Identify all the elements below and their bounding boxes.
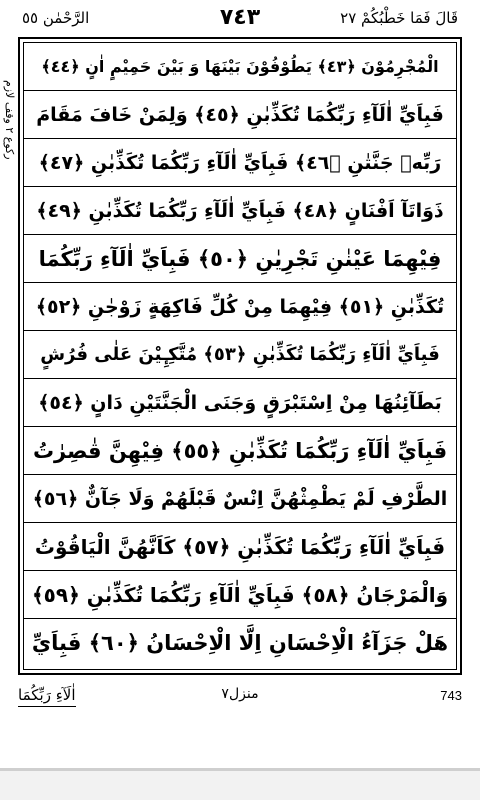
manzil-label: منزل٧ [221,686,259,702]
page-number: 743 [440,688,462,703]
bottom-bar [0,768,480,800]
juz-name: قَالَ فَمَا خَطْبُكُمْ ٢٧ [340,9,458,27]
verse-line-8: بَطَآئِنُهَا مِنْ اِسْتَبْرَقٍ وَجَنَى الْجَنَّتَيْنِ دَانٍ ﴿٥٤﴾ [24,379,456,427]
ruku-marker: ركوع ٢ وقف لازم [3,80,16,160]
verse-line-10: الطَّرْفِ لَمْ يَطْمِثْهُنَّ اِنْسٌ قَبْلَهُمْ وَلَا جَآنٌّ ﴿٥٦﴾ [24,475,456,523]
verse-line-7: فَبِاَيِّ اٰلَآءِ رَبِّكُمَا تُكَذِّبٰنِ ﴿٥٣﴾ مُتَّكِـِٕيْنَ عَلٰى فُرُشٍ [24,331,456,379]
verse-line-3: رَبِّهٖ جَنَّتٰنِ ﴿٤٦﴾ فَبِاَيِّ اٰلَآءِ رَبِّكُمَا تُكَذِّبٰنِ ﴿٤٧﴾ [24,139,456,187]
text-frame-inner [23,42,457,670]
catchword: اٰلَآءِ رَبِّكُمَا [18,686,76,707]
verse-line-4: ذَوَاتَآ اَفْنَانٍ ﴿٤٨﴾ فَبِاَيِّ اٰلَآءِ رَبِّكُمَا تُكَذِّبٰنِ ﴿٤٩﴾ [24,187,456,235]
page-header [14,0,466,34]
verse-line-1: الْمُجْرِمُوْنَ ﴿٤٣﴾ يَطُوْفُوْنَ بَيْنَهَا وَ بَيْنَ حَمِيْمٍ اٰنٍ ﴿٤٤﴾ [24,43,456,91]
verse-line-6: تُكَذِّبٰنِ ﴿٥١﴾ فِيْهِمَا مِنْ كُلِّ فَاكِهَةٍ زَوْجٰنِ ﴿٥٢﴾ [24,283,456,331]
verse-line-12: وَالْمَرْجَانُ ﴿٥٨﴾ فَبِاَيِّ اٰلَآءِ رَبِّكُمَا تُكَذِّبٰنِ ﴿٥٩﴾ [24,571,456,619]
verse-line-2: فَبِاَيِّ اٰلَآءِ رَبِّكُمَا تُكَذِّبٰنِ ﴿٤٥﴾ وَلِمَنْ خَافَ مَقَامَ [24,91,456,139]
page-footer [14,680,466,720]
verse-line-11: فَبِاَيِّ اٰلَآءِ رَبِّكُمَا تُكَذِّبٰنِ ﴿٥٧﴾ كَاَنَّهُنَّ الْيَاقُوْتُ [24,523,456,571]
verse-line-13: هَلْ جَزَآءُ الْاِحْسَانِ اِلَّا الْاِحْسَانُ ﴿٦٠﴾ فَبِاَيِّ [31,631,449,655]
text-frame [18,37,462,675]
arabic-page-number: ٧٤٣ [219,5,261,30]
verse-line-9: فَبِاَيِّ اٰلَآءِ رَبِّكُمَا تُكَذِّبٰنِ ﴿٥٥﴾ فِيْهِنَّ قٰصِرٰتُ [24,427,456,475]
verse-line-5: فِيْهِمَا عَيْنٰنِ تَجْرِيٰنِ ﴿٥٠﴾ فَبِاَيِّ اٰلَآءِ رَبِّكُمَا [24,235,456,283]
surah-name: الرَّحْمٰن ٥٥ [22,9,90,27]
